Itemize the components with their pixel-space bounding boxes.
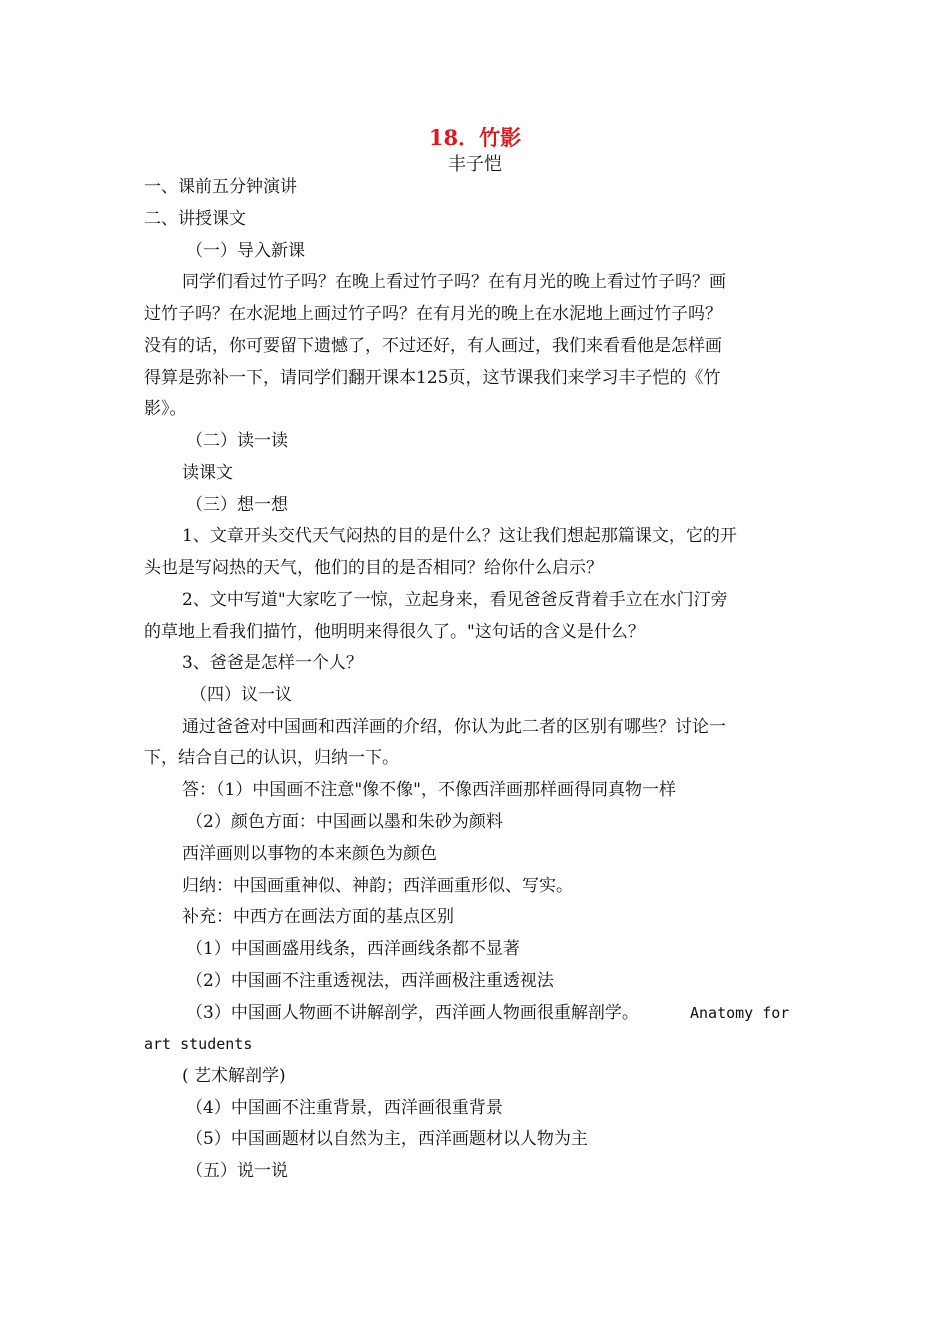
text-line: 一、课前五分钟演讲 [144,177,297,197]
text-line: （1）中国画盛用线条，西洋画线条都不显著 [186,939,520,959]
text-line: 同学们看过竹子吗？在晚上看过竹子吗？在有月光的晚上看过竹子吗？画 [182,272,726,292]
text-line: （3）中国画人物画不讲解剖学，西洋画人物画很重解剖学。 [186,1003,639,1023]
text-line: 头也是写闷热的天气，他们的目的是否相同？给你什么启示？ [144,558,603,578]
text-line: （2）中国画不注重透视法，西洋画极注重透视法 [186,971,554,991]
document-title: 18．竹影 [428,125,522,150]
text-line: 通过爸爸对中国画和西洋画的介绍，你认为此二者的区别有哪些？讨论一 [182,717,726,737]
text-line: 1、文章开头交代天气闷热的目的是什么？这让我们想起那篇课文，它的开 [182,526,737,546]
text-line: 没有的话，你可要留下遗憾了，不过还好，有人画过，我们来看看他是怎样画 [144,336,722,356]
text-line: 答：（1）中国画不注意"像不像"，不像西洋画那样画得同真物一样 [182,780,676,800]
text-line: ( 艺术解剖学) [182,1066,286,1086]
text-line: （2）颜色方面：中国画以墨和朱砂为颜料 [186,812,503,832]
text-line: 下，结合自己的认识，归纳一下。 [144,748,399,768]
text-line: （二）读一读 [186,431,288,451]
text-line: 影》。 [144,399,187,419]
text-line: （一）导入新课 [186,241,305,261]
text-line: 补充：中西方在画法方面的基点区别 [182,907,454,927]
text-line: 读课文 [182,463,233,483]
text-line: Anatomy for [690,1004,790,1022]
text-line: （5）中国画题材以自然为主，西洋画题材以人物为主 [186,1129,588,1149]
text-line: 归纳：中国画重神似、神韵；西洋画重形似、写实。 [182,876,573,896]
text-line: 过竹子吗？在水泥地上画过竹子吗？在有月光的晚上在水泥地上画过竹子吗？ [144,304,722,324]
text-line: 2、文中写道"大家吃了一惊，立起身来，看见爸爸反背着手立在水门汀旁 [182,590,728,610]
text-line: （三）想一想 [186,495,288,515]
text-line: 3、爸爸是怎样一个人？ [182,653,363,673]
text-line: 二、讲授课文 [144,209,246,229]
text-line: （4）中国画不注重背景，西洋画很重背景 [186,1098,503,1118]
text-line: （四）议一议 [190,685,292,705]
text-line: 的草地上看我们描竹，他明明来得很久了。"这句话的含义是什么？ [144,622,645,642]
text-line: art students [144,1035,253,1053]
text-line: 得算是弥补一下，请同学们翻开课本125页，这节课我们来学习丰子恺的《竹 [144,368,721,388]
document-author: 丰子恺 [448,154,502,175]
text-line: （五）说一说 [186,1161,288,1181]
text-line: 西洋画则以事物的本来颜色为颜色 [182,844,437,864]
